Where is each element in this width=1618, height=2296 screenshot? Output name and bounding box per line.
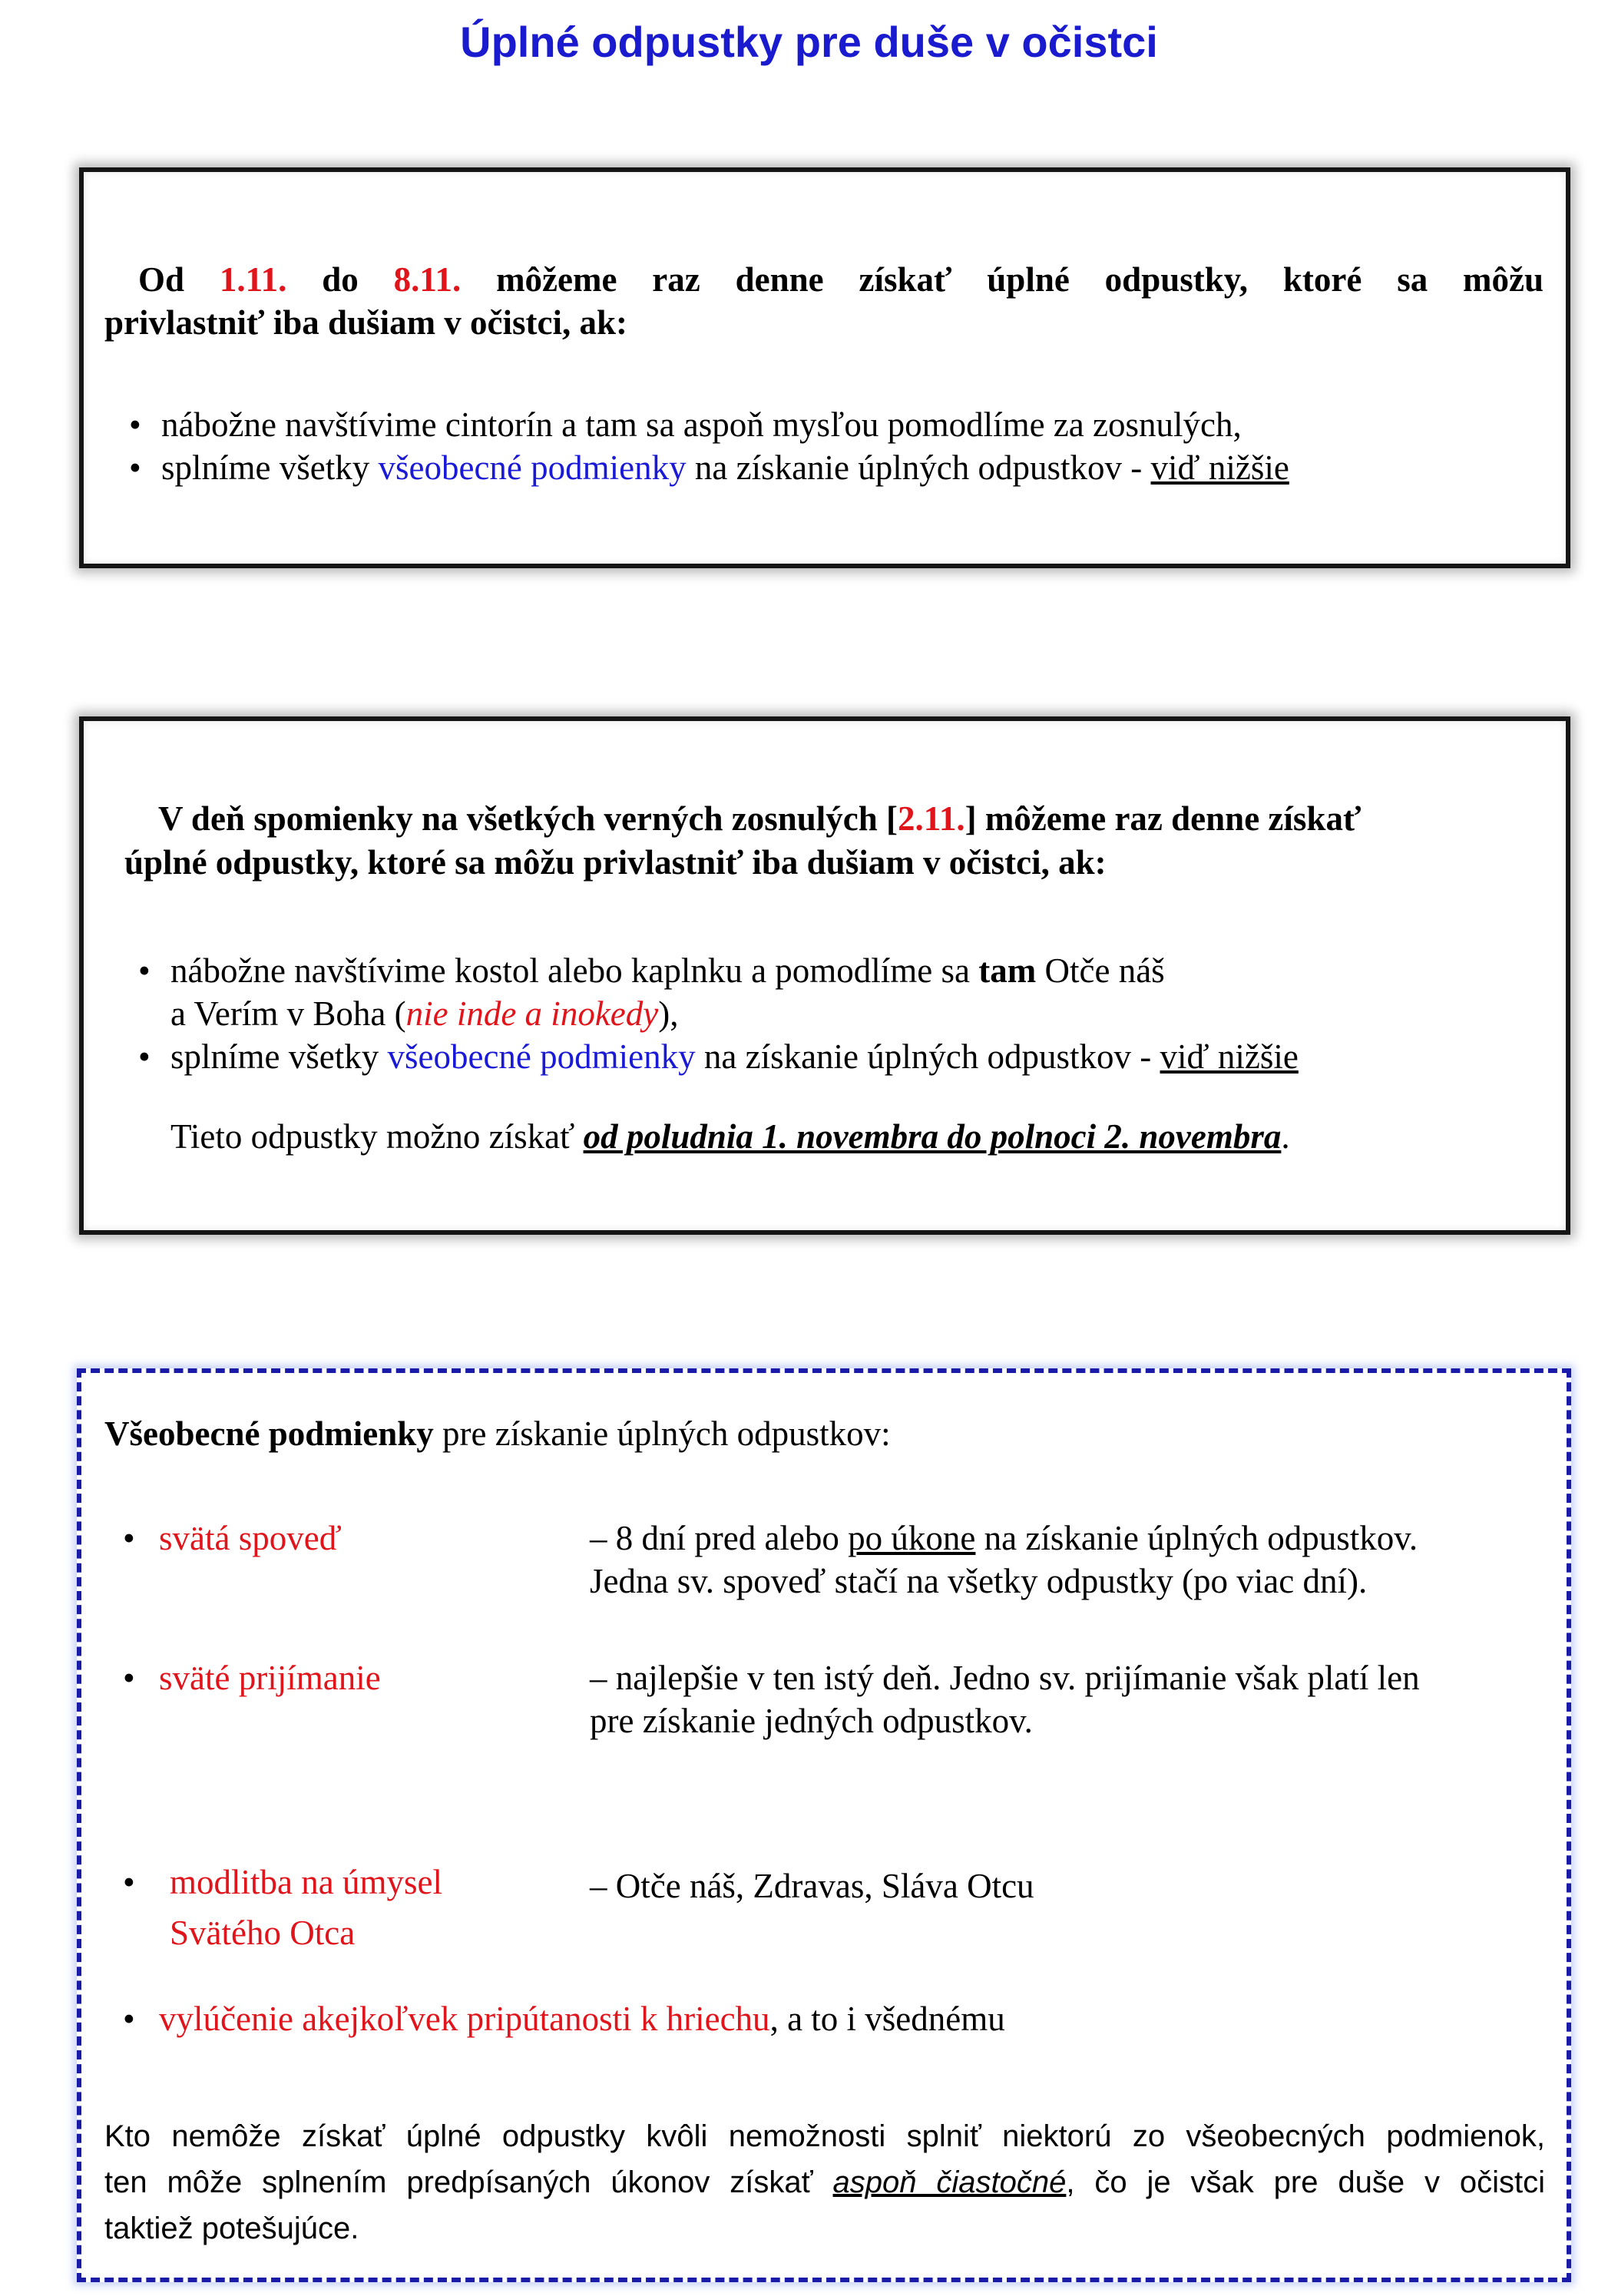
general-conditions-link[interactable]: všeobecné podmienky xyxy=(387,1037,696,1076)
condition-confession: • svätá spoveď xyxy=(123,1519,342,1557)
box1-intro-line2: privlastniť iba dušiam v očistci, ak: xyxy=(104,303,628,342)
cemetery-indulgence-box xyxy=(79,167,1570,568)
partial-indulgence-note: Kto nemôže získať úplné odpustky kvôli nemožnosti splniť niektorú zo všeobecných podmienok, ten môže splnením predpísaných úkonov získať aspoň čiastočné, čo je však pre duše v očistci taktiež potešujúce. xyxy=(104,2119,1545,2245)
condition-prayer-desc: – Otče náš, Zdravas, Sláva Otcu xyxy=(590,1867,1034,1905)
condition-communion: • sväté prijímanie xyxy=(123,1659,381,1697)
list-item: • nábožne navštívime kostol alebo kaplnku a pomodlíme sa tam Otče náš a Verím v Boha (nie inde a inokedy), xyxy=(131,949,1559,1035)
see-below-link[interactable]: viď nižšie xyxy=(1150,448,1289,487)
condition-confession-desc: – 8 dní pred alebo po úkone na získanie úplných odpustkov. Jedna sv. spoveď stačí na všetky odpustky (po viac dní). xyxy=(590,1519,1418,1600)
general-conditions-link[interactable]: všeobecné podmienky xyxy=(378,448,687,487)
restriction-note: nie inde a inokedy xyxy=(405,994,659,1033)
condition-prayer: • modlitba na úmysel Svätého Otca xyxy=(123,1863,442,1952)
validity-period: od poludnia 1. novembra do polnoci 2. novembra xyxy=(583,1117,1282,1156)
date-to: 8.11. xyxy=(393,260,462,299)
see-below-link[interactable]: viď nižšie xyxy=(1160,1037,1299,1076)
box2-validity-note: Tieto odpustky možno získať od poludnia 1. novembra do polnoci 2. novembra. xyxy=(170,1117,1290,1156)
date-from: 1.11. xyxy=(219,260,287,299)
date-all-souls: 2.11. xyxy=(898,799,965,838)
condition-detachment: • vylúčenie akejkoľvek pripútanosti k hriechu, a to i všednému xyxy=(123,2000,1005,2038)
box2-bullet-list xyxy=(131,949,1559,1078)
conditions-heading: Všeobecné podmienky pre získanie úplných odpustkov: xyxy=(104,1414,891,1453)
box2-intro-line1: V deň spomienky na všetkých verných zosnulých [2.11.] môžeme raz denne získať xyxy=(158,799,1362,838)
box1-bullet-list xyxy=(121,403,1550,489)
box1-intro-line1: Od 1.11. do 8.11. môžeme raz denne získať úplné odpustky, ktoré sa môžu xyxy=(138,260,1544,299)
page-title: Úplné odpustky pre duše v očistci xyxy=(460,18,1158,66)
list-item: • splníme všetky všeobecné podmienky na získanie úplných odpustkov - viď nižšie xyxy=(131,1035,1559,1078)
list-item: • nábožne navštívime cintorín a tam sa aspoň mysľou pomodlíme za zosnulých, xyxy=(121,403,1550,446)
box2-intro-line2: úplné odpustky, ktoré sa môžu privlastniť iba dušiam v očistci, ak: xyxy=(124,843,1107,882)
condition-communion-desc: – najlepšie v ten istý deň. Jedno sv. prijímanie však platí len pre získanie jedných odpustkov. xyxy=(590,1659,1420,1740)
list-item: • splníme všetky všeobecné podmienky na získanie úplných odpustkov - viď nižšie xyxy=(121,446,1550,489)
